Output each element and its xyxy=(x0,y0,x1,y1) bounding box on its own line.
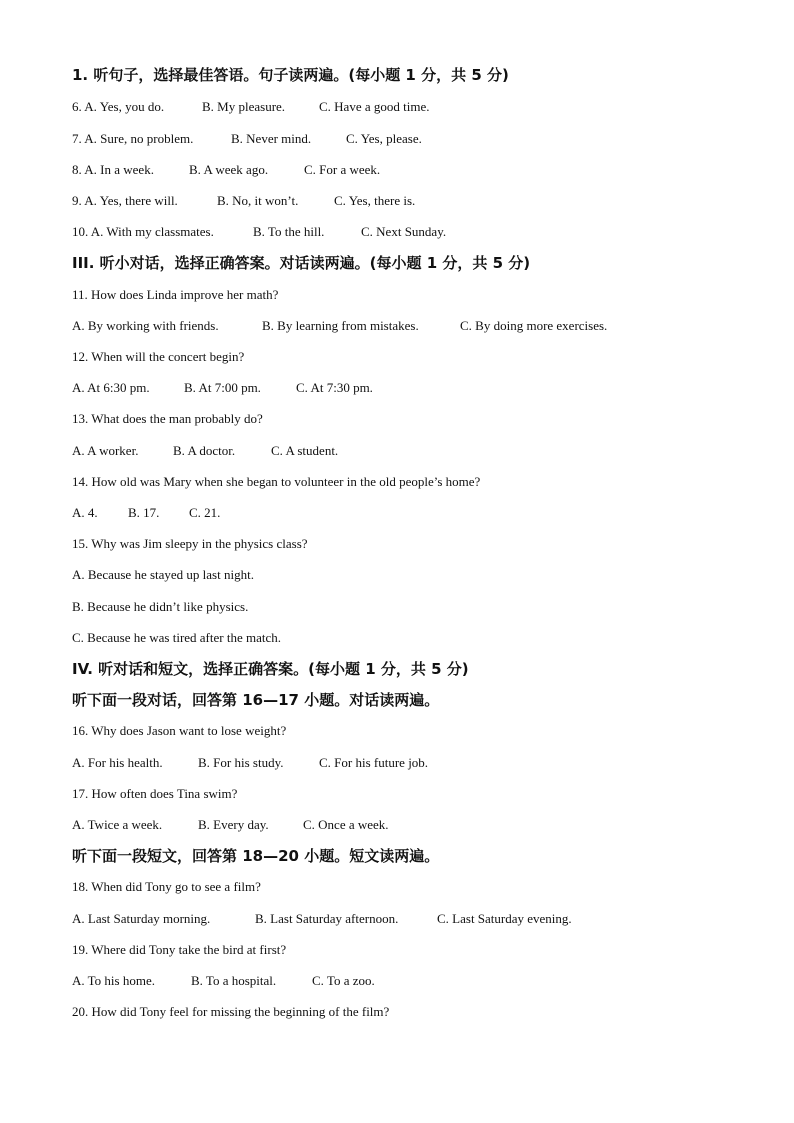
q12-option-c: C. At 7:30 pm. xyxy=(296,380,373,395)
q15-option-c: C. Because he was tired after the match. xyxy=(72,630,281,645)
section-1-heading: 1. 听句子，选择最佳答语。句子读两遍。(每小题 1 分，共 5 分) xyxy=(72,66,509,84)
q8-option-b: B. A week ago. xyxy=(189,162,269,177)
q10-option-b: B. To the hill. xyxy=(253,224,325,239)
q18-option-c: C. Last Saturday evening. xyxy=(437,911,572,926)
q16-option-a: A. For his health. xyxy=(72,755,163,770)
q19-option-b: B. To a hospital. xyxy=(191,973,277,988)
q12-option-a: A. At 6:30 pm. xyxy=(72,380,150,395)
q17-question: 17. How often does Tina swim? xyxy=(72,786,238,801)
q7-option-c: C. Yes, please. xyxy=(346,131,422,146)
q7-option-b: B. Never mind. xyxy=(231,131,312,146)
q15-question: 15. Why was Jim sleepy in the physics class? xyxy=(72,536,308,551)
q9-option-a: 9. A. Yes, there will. xyxy=(72,193,178,208)
q10-option-c: C. Next Sunday. xyxy=(361,224,447,239)
q17-option-c: C. Once a week. xyxy=(303,817,389,832)
q13-option-c: C. A student. xyxy=(271,443,339,458)
q6-option-c: C. Have a good time. xyxy=(319,99,430,114)
section-4-passage-instruction: 听下面一段短文，回答第 18—20 小题。短文读两遍。 xyxy=(72,847,440,865)
q20-question: 20. How did Tony feel for missing the beginning of the film? xyxy=(72,1004,390,1019)
q18-question: 18. When did Tony go to see a film? xyxy=(72,879,261,894)
q18-option-b: B. Last Saturday afternoon. xyxy=(255,911,399,926)
q15-option-a: A. Because he stayed up last night. xyxy=(72,567,254,582)
q14-option-b: B. 17. xyxy=(128,505,160,520)
q19-option-a: A. To his home. xyxy=(72,973,155,988)
q8-option-a: 8. A. In a week. xyxy=(72,162,154,177)
q12-question: 12. When will the concert begin? xyxy=(72,349,245,364)
q12-option-b: B. At 7:00 pm. xyxy=(184,380,261,395)
q9-option-b: B. No, it won’t. xyxy=(217,193,299,208)
q14-option-c: C. 21. xyxy=(189,505,221,520)
q16-option-b: B. For his study. xyxy=(198,755,284,770)
q19-question: 19. Where did Tony take the bird at first? xyxy=(72,942,287,957)
q11-question: 11. How does Linda improve her math? xyxy=(72,287,279,302)
q16-question: 16. Why does Jason want to lose weight? xyxy=(72,723,287,738)
q10-option-a: 10. A. With my classmates. xyxy=(72,224,214,239)
q17-option-a: A. Twice a week. xyxy=(72,817,163,832)
q14-option-a: A. 4. xyxy=(72,505,98,520)
q8-option-c: C. For a week. xyxy=(304,162,381,177)
q9-option-c: C. Yes, there is. xyxy=(334,193,416,208)
q13-option-a: A. A worker. xyxy=(72,443,139,458)
q11-option-c: C. By doing more exercises. xyxy=(460,318,608,333)
q14-question: 14. How old was Mary when she began to volunteer in the old people’s home? xyxy=(72,474,481,489)
q6-option-a: 6. A. Yes, you do. xyxy=(72,99,165,114)
section-4-heading: IV. 听对话和短文，选择正确答案。(每小题 1 分，共 5 分) xyxy=(72,660,469,678)
section-3-heading: III. 听小对话，选择正确答案。对话读两遍。(每小题 1 分，共 5 分) xyxy=(72,254,531,272)
q13-question: 13. What does the man probably do? xyxy=(72,411,263,426)
q16-option-c: C. For his future job. xyxy=(319,755,429,770)
q13-option-b: B. A doctor. xyxy=(173,443,236,458)
q11-option-b: B. By learning from mistakes. xyxy=(262,318,419,333)
q6-option-b: B. My pleasure. xyxy=(202,99,286,114)
q17-option-b: B. Every day. xyxy=(198,817,269,832)
q15-option-b: B. Because he didn’t like physics. xyxy=(72,599,249,614)
q18-option-a: A. Last Saturday morning. xyxy=(72,911,211,926)
q11-option-a: A. By working with friends. xyxy=(72,318,219,333)
q19-option-c: C. To a zoo. xyxy=(312,973,375,988)
section-4-dialogue-instruction: 听下面一段对话，回答第 16—17 小题。对话读两遍。 xyxy=(72,691,440,709)
q7-option-a: 7. A. Sure, no problem. xyxy=(72,131,194,146)
